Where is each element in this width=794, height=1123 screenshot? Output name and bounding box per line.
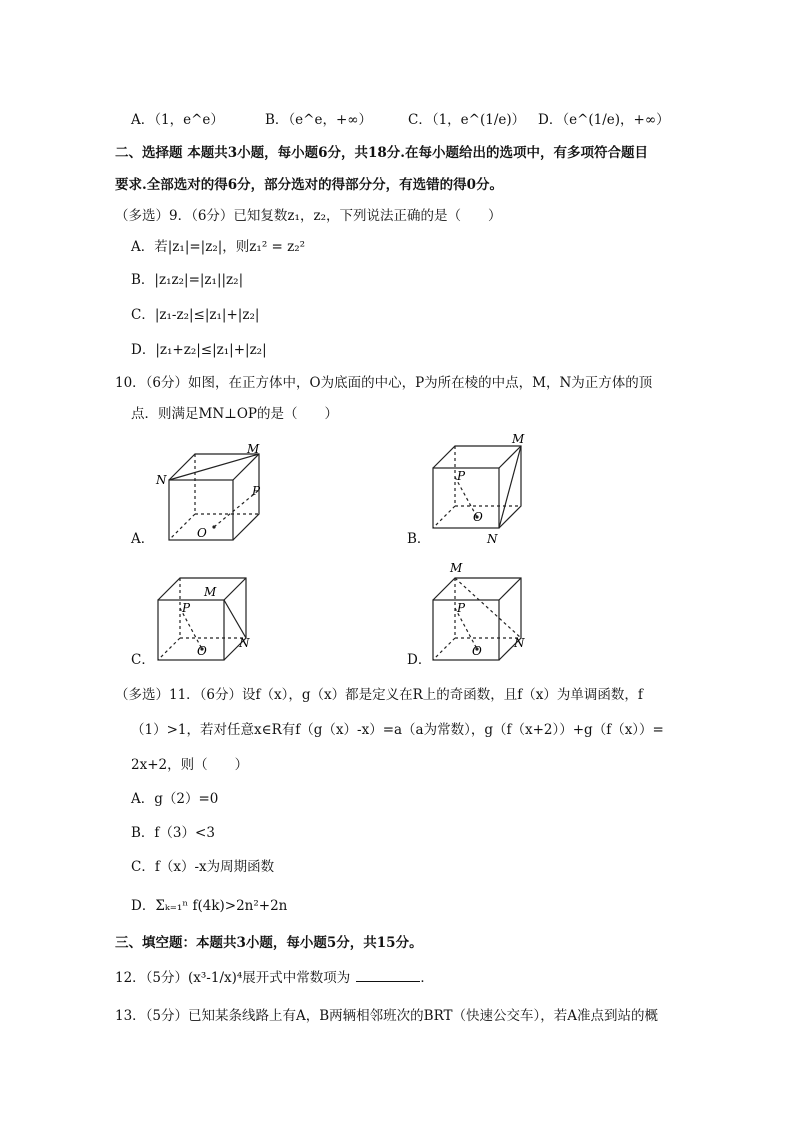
q10-figure-d-label: D． <box>407 652 432 668</box>
q9-stem: （多选）9．（6分）已知复数z₁，z₂，下列说法正确的是（ ） <box>115 208 502 224</box>
q10-figure-a-label: A． <box>131 531 155 547</box>
q8-option-c: C．（1，e^(1/e)） <box>408 112 526 128</box>
q8-option-a: A．（1，e^e） <box>131 112 224 128</box>
q9-option-a: A．若|z₁|=|z₂|，则z₁² = z₂² <box>131 239 306 255</box>
point-o-label: O <box>473 510 483 524</box>
q13-stem-line1: 13．（5分）已知某条线路上有A，B两辆相邻班次的BRT（快速公交车），若A准点到站的概 <box>115 1008 659 1024</box>
section2-heading-line2: 要求.全部选对的得6分，部分选对的得部分分，有选错的得0分。 <box>115 177 503 193</box>
point-o-label: O <box>197 526 207 540</box>
point-p-label: P <box>457 601 466 615</box>
q11-option-d: D．Σₖ₌₁ⁿ f(4k)>2n²+2n <box>131 898 288 914</box>
q10-cube-figure-d <box>425 558 535 670</box>
point-n-label: N <box>487 532 498 546</box>
point-n-label: N <box>156 473 167 487</box>
q11-stem-line1: （多选）11．（6分）设f（x），g（x）都是定义在R上的奇函数，且f（x）为单调函数，f <box>115 687 643 703</box>
q10-figure-b-label: B． <box>407 531 431 547</box>
point-o-label: O <box>472 644 482 658</box>
q9-option-c: C．|z₁-z₂|≤|z₁|+|z₂| <box>131 307 260 323</box>
q10-stem-line2: 点．则满足MN⊥OP的是（ ） <box>131 406 338 422</box>
q9-option-b: B．|z₁z₂|=|z₁||z₂| <box>131 272 244 288</box>
point-o-icon <box>212 525 215 528</box>
point-n-label: N <box>239 636 250 650</box>
point-p-label: P <box>457 469 466 483</box>
q10-cube-figure-b <box>425 430 535 548</box>
point-p-label: P <box>252 484 261 498</box>
section2-heading-line1: 二、选择题 本题共3小题，每小题6分，共18分.在每小题给出的选项中，有多项符合题目 <box>115 145 648 161</box>
q11-option-a: A．g（2）=0 <box>131 791 219 807</box>
q10-stem-line1: 10．（6分）如图，在正方体中，O为底面的中心，P为所在棱的中点，M，N为正方体的顶 <box>115 375 653 391</box>
point-m-label: M <box>512 432 525 446</box>
section3-heading: 三、填空题：本题共3小题，每小题5分，共15分。 <box>115 935 423 951</box>
point-m-label: M <box>247 442 260 456</box>
q8-option-b: B．（e^e，+∞） <box>265 112 373 128</box>
q9-option-d: D．|z₁+z₂|≤|z₁|+|z₂| <box>131 342 267 358</box>
q10-cube-figure-c <box>150 570 260 670</box>
q12-stem: 12．（5分）(x³-1/x)⁴展开式中常数项为 ． <box>115 970 434 986</box>
q10-cube-figure-a <box>155 440 265 548</box>
q11-stem-line3: 2x+2，则（ ） <box>131 757 249 773</box>
q11-option-c: C．f（x）-x为周期函数 <box>131 859 275 875</box>
q12-text: 12．（5分）(x³-1/x)⁴展开式中常数项为 <box>115 970 351 986</box>
point-m-label: M <box>450 561 463 575</box>
q8-option-d: D．（e^(1/e)，+∞） <box>538 112 670 128</box>
point-o-label: O <box>197 644 207 658</box>
q12-answer-blank[interactable] <box>356 969 420 982</box>
q11-option-b: B．f（3）<3 <box>131 825 215 841</box>
point-m-label: M <box>204 585 217 599</box>
point-n-label: N <box>514 636 525 650</box>
point-p-label: P <box>182 601 191 615</box>
q11-stem-line2: （1）>1，若对任意x∈R有f（g（x）-x）=a（a为常数），g（f（x+2））+g（f（x））= <box>131 722 664 738</box>
q10-figure-c-label: C． <box>131 652 155 668</box>
